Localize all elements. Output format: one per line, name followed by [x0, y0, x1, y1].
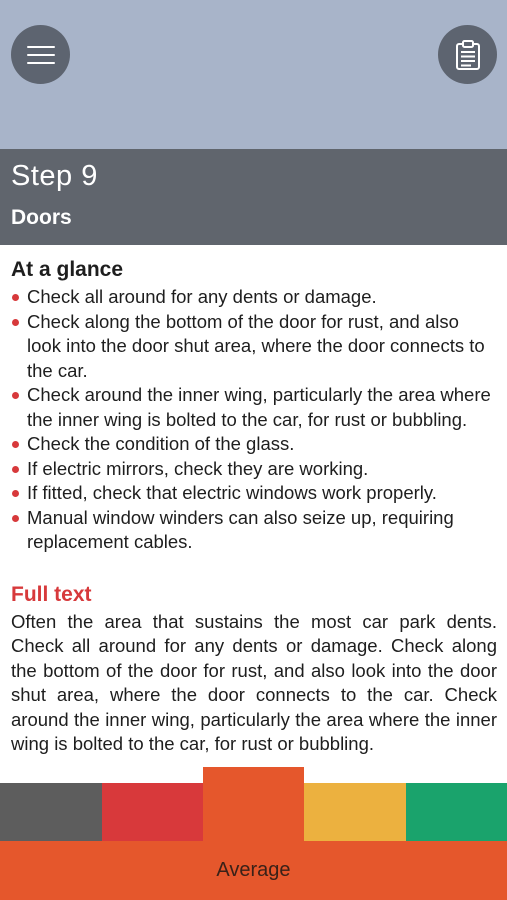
glance-item: Check around the inner wing, particularly the area where the inner wing is bolted to the car, for rust or bubbling. [11, 383, 497, 432]
rating-selector [0, 783, 507, 900]
selected-rating-bar [0, 841, 507, 900]
top-bar [0, 0, 507, 149]
step-title: Step 9 [11, 160, 98, 192]
checklist-button[interactable] [438, 25, 497, 84]
glance-item: If fitted, check that electric windows work properly. [11, 481, 497, 506]
rating-option-3-selected[interactable] [203, 767, 304, 841]
glance-item: Manual window winders can also seize up, requiring replacement cables. [11, 506, 497, 555]
glance-item: Check along the bottom of the door for rust, and also look into the door shut area, where the door connects to the car. [11, 310, 497, 384]
rating-option-2[interactable] [102, 783, 203, 841]
menu-button[interactable] [11, 25, 70, 84]
rating-option-1[interactable] [0, 783, 102, 841]
glance-item: Check all around for any dents or damage. [11, 285, 497, 310]
rating-option-5[interactable] [406, 783, 507, 841]
glance-item: If electric mirrors, check they are working. [11, 457, 497, 482]
glance-item: Check the condition of the glass. [11, 432, 497, 457]
hamburger-menu-icon [27, 44, 55, 66]
full-text-body: Often the area that sustains the most car park dents. Check all around for any dents or damage. Check along the bottom of the door for rust, and also look into the door shut area, where the door connects to the car. Check around the inner wing, particularly the area where the inner wing is bolted to the car, for rust or bubbling. [11, 610, 497, 754]
step-subtitle: Doors [11, 206, 72, 229]
rating-option-4[interactable] [304, 783, 406, 841]
glance-list [11, 285, 497, 555]
clipboard-list-icon [455, 40, 481, 70]
at-a-glance-heading: At a glance [11, 258, 124, 281]
full-text-heading: Full text [11, 582, 92, 606]
content-scroll-area[interactable] [11, 258, 497, 783]
selected-rating-label: Average [216, 859, 291, 881]
